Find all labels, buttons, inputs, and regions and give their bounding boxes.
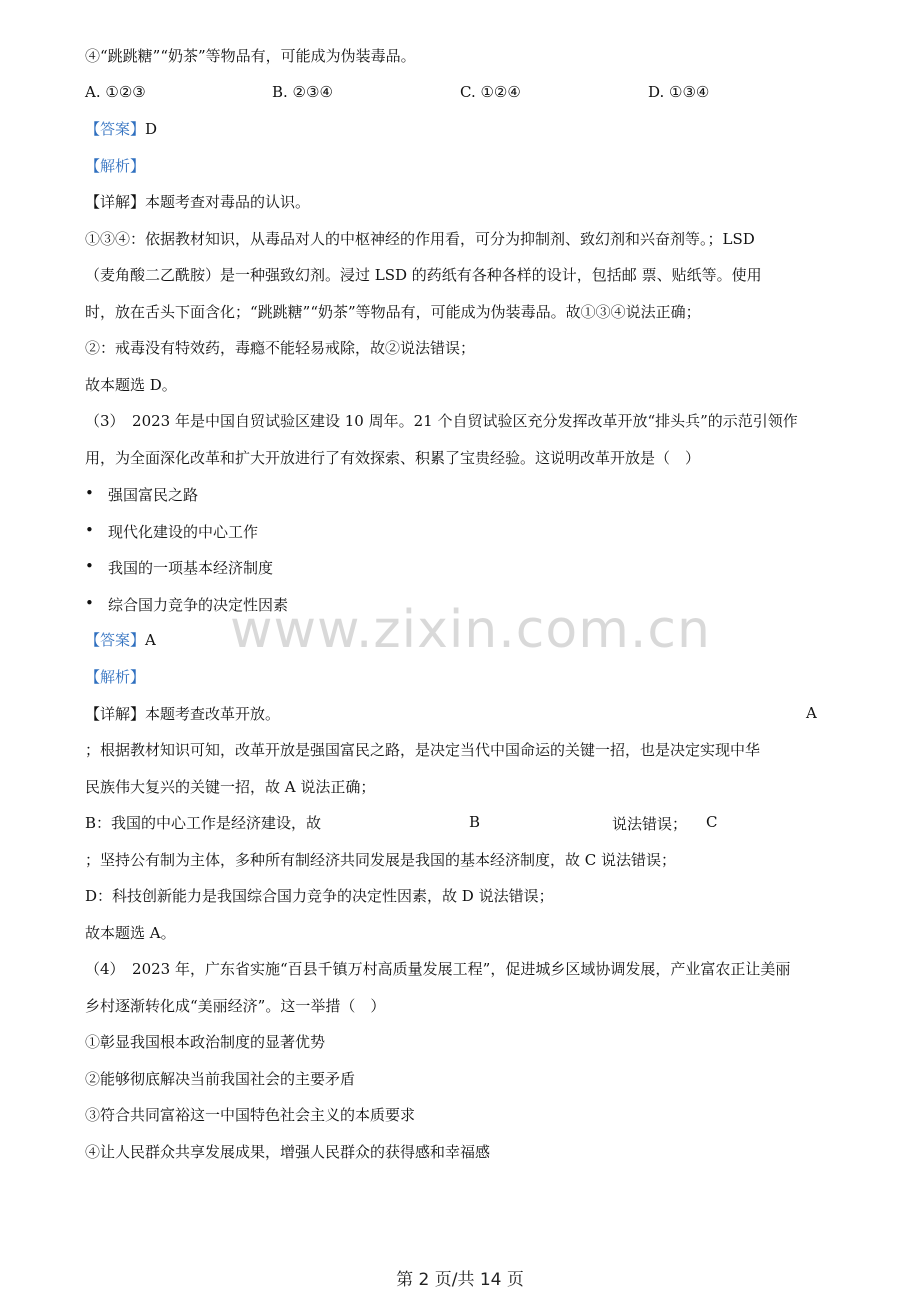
q2-detail-4: ②：戒毒没有特效药，毒瘾不能轻易戒除，故②说法错误； xyxy=(85,339,476,357)
q3-stem-1: 用，为全面深化改革和扩大开放进行了有效探索、积累了宝贵经验。这说明改革开放是（ ） xyxy=(85,449,701,467)
answer-tag: 【答案】 xyxy=(85,631,146,649)
q3-detail-a-letter: A xyxy=(806,704,817,722)
bullet-dot: • xyxy=(85,484,94,502)
q3-detail-b-prefix: B：我国的中心工作是经济建设，故 xyxy=(85,814,322,832)
q2-option-c: C. ①②④ xyxy=(460,83,521,101)
q2-option-b: B. ②③④ xyxy=(272,83,333,101)
q4-stem-1: 乡村逐渐转化成“美丽经济”。这一举措（ ） xyxy=(85,997,386,1015)
answer-tag: 【答案】 xyxy=(85,120,146,138)
bullet-dot: • xyxy=(85,557,94,575)
q3-option-2: 我国的一项基本经济制度 xyxy=(108,559,274,577)
q2-answer xyxy=(85,119,157,139)
q3-option-0: 强国富民之路 xyxy=(108,486,199,504)
answer-value: A xyxy=(145,631,156,649)
q2-detail-0: 【详解】本题考查对毒品的认识。 xyxy=(85,193,311,211)
q3-detail-head: 【详解】本题考查改革开放。 xyxy=(85,705,281,723)
q2-option-a: A. ①②③ xyxy=(85,83,146,101)
q3-detail-rest-0: ；坚持公有制为主体，多种所有制经济共同发展是我国的基本经济制度，故 C 说法错误； xyxy=(85,851,677,869)
q2-detail-3: 时，放在舌头下面含化；“跳跳糖”“奶茶”等物品有，可能成为伪装毒品。故①③④说法正确； xyxy=(85,303,701,321)
q2-detail-2: （麦角酸二乙酰胺）是一种强致幻剂。浸过 LSD 的药纸有各种各样的设计，包括邮 票、贴纸等。使用 xyxy=(85,266,762,284)
watermark: www.zixin.com.cn xyxy=(230,600,711,660)
q4-item-1: ②能够彻底解决当前我国社会的主要矛盾 xyxy=(85,1070,356,1088)
q3-detail-b-letter: B xyxy=(469,813,481,831)
q4-stem-0: （4） 2023 年，广东省实施“百县千镇万村高质量发展工程”，促进城乡区域协调发展，产业富农正让美丽 xyxy=(85,960,791,978)
q3-option-3: 综合国力竞争的决定性因素 xyxy=(108,596,289,614)
q3-option-1: 现代化建设的中心工作 xyxy=(108,523,259,541)
q3-detail-c-letter: C xyxy=(706,813,718,831)
page-footer: 第 2 页/共 14 页 xyxy=(396,1270,524,1290)
q3-detail-b-suffix: 说法错误； xyxy=(612,815,688,833)
q3-stem-0: （3） 2023 年是中国自贸试验区建设 10 周年。21 个自贸试验区充分发挥改革开放“排头兵”的示范引领作 xyxy=(85,412,798,430)
bullet-dot: • xyxy=(85,521,94,539)
answer-value: D xyxy=(145,120,158,138)
q2-item-4: ④“跳跳糖”“奶茶”等物品有，可能成为伪装毒品。 xyxy=(85,47,416,65)
q3-detail-rest-1: D：科技创新能力是我国综合国力竞争的决定性因素，故 D 说法错误； xyxy=(85,887,554,905)
q4-item-2: ③符合共同富裕这一中国特色社会主义的本质要求 xyxy=(85,1106,416,1124)
q2-analysis-tag: 【解析】 xyxy=(85,157,146,175)
q3-detail-0: ；根据教材知识可知，改革开放是强国富民之路，是决定当代中国命运的关键一招，也是决定实现中华 xyxy=(85,741,761,759)
q4-item-3: ④让人民群众共享发展成果，增强人民群众的获得感和幸福感 xyxy=(85,1143,491,1161)
q3-analysis-tag: 【解析】 xyxy=(85,668,146,686)
q2-option-d: D. ①③④ xyxy=(648,83,710,101)
q2-detail-1: ①③④：依据教材知识，从毒品对人的中枢神经的作用看，可分为抑制剂、致幻剂和兴奋剂等。；LSD xyxy=(85,230,755,248)
q3-answer xyxy=(85,630,156,650)
bullet-dot: • xyxy=(85,594,94,612)
q2-detail-5: 故本题选 D。 xyxy=(85,376,177,394)
q3-detail-1: 民族伟大复兴的关键一招，故 A 说法正确； xyxy=(85,778,376,796)
q3-detail-rest-2: 故本题选 A。 xyxy=(85,924,176,942)
q4-item-0: ①彰显我国根本政治制度的显著优势 xyxy=(85,1033,326,1051)
